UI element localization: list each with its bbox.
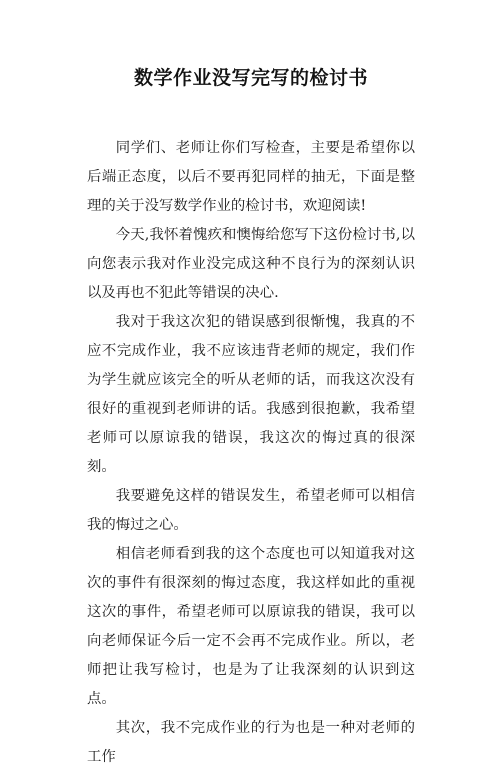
paragraph-apology: 我对于我这次犯的错误感到很惭愧，我真的不应不完成作业，我不应该违背老师的规定，我们作为学生就应该完全的听从老师的话，而我这次没有很好的重视到老师讲的话。我感到很抱歉，我希望老师可以原谅我的错误，我这次的悔过真的很深刻。 bbox=[87, 314, 415, 475]
paragraph-continuation: 其次，我不完成作业的行为也是一种对老师的工作 bbox=[87, 720, 415, 765]
document-title: 数学作业没写完写的检讨书 bbox=[133, 67, 368, 89]
paragraph-promise: 相信老师看到我的这个态度也可以知道我对这次的事件有很深刻的悔过态度，我这样如此的重视这次的事件，希望老师可以原谅我的错误，我可以向老师保证今后一定不会再不完成作业。所以，老师把让我写检讨，也是为了让我深刻的认识到这点。 bbox=[87, 546, 415, 707]
paragraph-opening: 今天,我怀着愧疚和懊悔给您写下这份检讨书,以向您表示我对作业没完成这种不良行为的深刻认识以及再也不犯此等错误的决心. bbox=[87, 227, 415, 301]
document-body bbox=[87, 134, 415, 772]
paragraph-resolve: 我要避免这样的错误发生，希望老师可以相信我的悔过之心。 bbox=[87, 488, 415, 533]
paragraph-intro: 同学们、老师让你们写检查，主要是希望你以后端正态度，以后不要再犯同样的抽无，下面是整理的关于没写数学作业的检讨书，欢迎阅读! bbox=[87, 140, 415, 214]
